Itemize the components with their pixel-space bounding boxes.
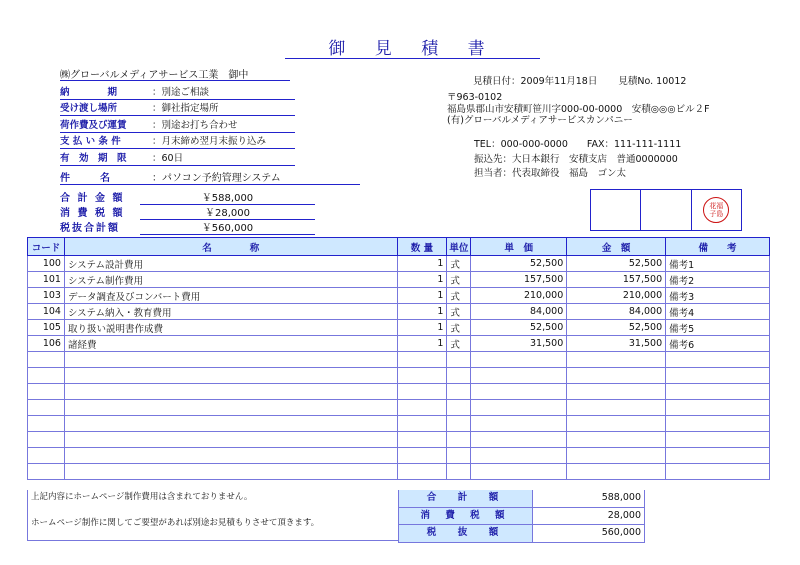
subject-row bbox=[60, 168, 360, 185]
term-value: ：60日 bbox=[152, 152, 184, 164]
header-remarks: 備 考 bbox=[666, 238, 770, 256]
table-cell-empty bbox=[28, 352, 65, 368]
table-cell: 84,000 bbox=[567, 304, 666, 320]
table-cell: 備考6 bbox=[666, 336, 770, 352]
table-cell: 31,500 bbox=[567, 336, 666, 352]
table-cell: 備考5 bbox=[666, 320, 770, 336]
table-cell-empty bbox=[567, 352, 666, 368]
header-unit: 単位 bbox=[447, 238, 471, 256]
table-cell: 備考4 bbox=[666, 304, 770, 320]
terms-section bbox=[60, 83, 295, 166]
term-value: ：月末締め翌月末振り込み bbox=[152, 136, 267, 148]
table-cell: 1 bbox=[397, 272, 447, 288]
table-cell: 1 bbox=[397, 288, 447, 304]
amount-label: 消 費 税 額 bbox=[60, 208, 125, 219]
sender-company: (有)グローバルメディアサービスカンパニー bbox=[447, 115, 633, 126]
recipient-underline bbox=[60, 80, 290, 81]
table-row bbox=[28, 320, 770, 336]
table-row bbox=[28, 336, 770, 352]
amount-value: ￥28,000 bbox=[140, 204, 315, 220]
table-cell-empty bbox=[471, 368, 567, 384]
term-row-delivery bbox=[60, 83, 295, 100]
amount-summary bbox=[60, 189, 315, 234]
table-cell-empty bbox=[447, 384, 471, 400]
table-cell-empty bbox=[666, 384, 770, 400]
table-cell: 1 bbox=[397, 304, 447, 320]
table-cell-empty bbox=[471, 400, 567, 416]
term-label: 支 払 い 条 件 bbox=[60, 136, 121, 148]
amount-row-tax bbox=[60, 204, 315, 219]
table-cell: 諸経費 bbox=[64, 336, 397, 352]
table-cell-empty bbox=[397, 352, 447, 368]
table-cell-empty bbox=[567, 432, 666, 448]
table-cell-empty bbox=[397, 400, 447, 416]
table-cell-empty bbox=[567, 384, 666, 400]
table-cell: 式 bbox=[447, 272, 471, 288]
table-cell-empty bbox=[28, 384, 65, 400]
table-row-empty bbox=[28, 464, 770, 480]
table-cell-empty bbox=[64, 368, 397, 384]
table-cell-empty bbox=[447, 432, 471, 448]
seal-stamp-icon: 花福 子島 bbox=[703, 197, 729, 223]
term-row-validity bbox=[60, 149, 295, 166]
table-cell: 31,500 bbox=[471, 336, 567, 352]
table-cell-empty bbox=[397, 448, 447, 464]
table-cell: データ調査及びコンバート費用 bbox=[64, 288, 397, 304]
sender-tel-fax: TEL：000-000-0000 FAX：111-111-1111 bbox=[474, 139, 682, 150]
table-cell: 備考3 bbox=[666, 288, 770, 304]
table-cell-empty bbox=[567, 416, 666, 432]
table-cell-empty bbox=[567, 464, 666, 480]
tax-value: 28,000 bbox=[532, 508, 645, 525]
table-cell-empty bbox=[447, 352, 471, 368]
table-cell-empty bbox=[666, 448, 770, 464]
table-cell: 210,000 bbox=[567, 288, 666, 304]
total-value: 588,000 bbox=[532, 490, 645, 507]
term-row-payment bbox=[60, 133, 295, 150]
table-cell-empty bbox=[666, 432, 770, 448]
table-cell-empty bbox=[28, 448, 65, 464]
table-cell: 104 bbox=[28, 304, 65, 320]
table-cell: 式 bbox=[447, 320, 471, 336]
table-cell: 84,000 bbox=[471, 304, 567, 320]
table-cell: 1 bbox=[397, 320, 447, 336]
table-row bbox=[28, 272, 770, 288]
table-cell-empty bbox=[666, 352, 770, 368]
subject-label: 件 名 bbox=[60, 172, 110, 184]
table-cell-empty bbox=[64, 384, 397, 400]
table-cell-empty bbox=[666, 464, 770, 480]
document-title: 御 見 積 書 bbox=[328, 39, 497, 59]
term-label: 受け渡し場所 bbox=[60, 103, 118, 115]
table-cell: 1 bbox=[397, 336, 447, 352]
table-cell-empty bbox=[397, 384, 447, 400]
table-cell-empty bbox=[447, 464, 471, 480]
table-cell-empty bbox=[64, 448, 397, 464]
sender-info bbox=[447, 92, 727, 127]
table-cell-empty bbox=[28, 416, 65, 432]
table-cell-empty bbox=[64, 416, 397, 432]
header-name: 名 称 bbox=[64, 238, 397, 256]
term-row-shipping bbox=[60, 116, 295, 133]
table-row-empty bbox=[28, 416, 770, 432]
table-row bbox=[28, 256, 770, 272]
total-label: 合 計 額 bbox=[398, 490, 532, 507]
table-cell: 備考1 bbox=[666, 256, 770, 272]
table-cell-empty bbox=[28, 464, 65, 480]
amount-value: ￥560,000 bbox=[140, 219, 315, 235]
table-cell-empty bbox=[447, 400, 471, 416]
table-cell-empty bbox=[666, 368, 770, 384]
note-line: 上記内容にホームページ制作費用は含まれておりません。 bbox=[31, 492, 253, 502]
term-label: 荷作費及び運賃 bbox=[60, 119, 127, 131]
table-cell: 式 bbox=[447, 304, 471, 320]
table-row-empty bbox=[28, 352, 770, 368]
table-cell-empty bbox=[666, 416, 770, 432]
subject-value: ：パソコン予約管理システム bbox=[152, 172, 281, 184]
totals-box bbox=[398, 490, 645, 543]
table-cell: 1 bbox=[397, 256, 447, 272]
table-row-empty bbox=[28, 368, 770, 384]
table-cell: 備考2 bbox=[666, 272, 770, 288]
table-cell-empty bbox=[471, 384, 567, 400]
table-cell-empty bbox=[567, 448, 666, 464]
table-cell: 106 bbox=[28, 336, 65, 352]
amount-row-total bbox=[60, 189, 315, 204]
total-row bbox=[398, 490, 645, 508]
table-cell: 式 bbox=[447, 256, 471, 272]
table-cell-empty bbox=[666, 400, 770, 416]
table-cell: システム納入・教育費用 bbox=[64, 304, 397, 320]
table-cell-empty bbox=[64, 352, 397, 368]
table-cell-empty bbox=[397, 432, 447, 448]
term-value: ：御社指定場所 bbox=[152, 103, 219, 115]
sender-contact bbox=[474, 138, 681, 182]
term-label: 納 期 bbox=[60, 86, 118, 98]
table-cell-empty bbox=[567, 400, 666, 416]
table-cell-empty bbox=[64, 464, 397, 480]
stamp-cell-seal bbox=[692, 190, 741, 230]
note-line: ホームページ制作に関してご要望があれば別途お見積もりさせて頂きます。 bbox=[31, 518, 320, 528]
table-row-empty bbox=[28, 432, 770, 448]
tax-label: 消 費 税 額 bbox=[398, 508, 532, 525]
table-cell: 式 bbox=[447, 336, 471, 352]
table-cell: 103 bbox=[28, 288, 65, 304]
amount-label: 税抜合計額 bbox=[60, 223, 120, 234]
table-cell: 157,500 bbox=[567, 272, 666, 288]
sender-person: 担当者：代表取締役 福島 ゴン太 bbox=[474, 168, 627, 179]
table-cell: システム制作費用 bbox=[64, 272, 397, 288]
notes-area bbox=[27, 490, 400, 541]
table-cell-empty bbox=[447, 368, 471, 384]
table-cell-empty bbox=[471, 464, 567, 480]
sender-bank: 振込先：大日本銀行 安積支店 普通0000000 bbox=[474, 153, 678, 165]
table-cell-empty bbox=[471, 352, 567, 368]
stamp-box bbox=[590, 189, 742, 231]
table-cell-empty bbox=[64, 432, 397, 448]
table-cell: 210,000 bbox=[471, 288, 567, 304]
term-label: 有 効 期 限 bbox=[60, 152, 127, 164]
table-cell: システム設計費用 bbox=[64, 256, 397, 272]
sender-postal: 〒963-0102 bbox=[447, 92, 503, 103]
table-cell-empty bbox=[567, 368, 666, 384]
table-row-empty bbox=[28, 384, 770, 400]
table-cell-empty bbox=[28, 368, 65, 384]
table-row bbox=[28, 304, 770, 320]
header-code: コード bbox=[28, 238, 65, 256]
quote-meta bbox=[473, 73, 704, 87]
table-cell-empty bbox=[397, 416, 447, 432]
amount-label: 合 計 金 額 bbox=[60, 193, 125, 204]
pretax-value: 560,000 bbox=[532, 525, 645, 542]
table-cell: 式 bbox=[447, 288, 471, 304]
tax-row bbox=[398, 508, 645, 526]
title-underline bbox=[285, 58, 540, 59]
stamp-cell-empty bbox=[641, 190, 691, 230]
table-cell-empty bbox=[471, 432, 567, 448]
stamp-cell-empty bbox=[591, 190, 641, 230]
table-cell: 105 bbox=[28, 320, 65, 336]
table-cell-empty bbox=[447, 448, 471, 464]
table-cell: 101 bbox=[28, 272, 65, 288]
quote-number: 見積No. 10012 bbox=[618, 76, 687, 87]
table-cell: 100 bbox=[28, 256, 65, 272]
table-row-empty bbox=[28, 400, 770, 416]
items-table bbox=[27, 237, 770, 480]
term-row-place bbox=[60, 100, 295, 117]
term-value: ：別途お打ち合わせ bbox=[152, 119, 238, 131]
term-value: ：別途ご相談 bbox=[152, 86, 210, 98]
amount-value: ￥588,000 bbox=[140, 189, 315, 205]
pretax-label: 税 抜 額 bbox=[398, 525, 532, 542]
table-cell-empty bbox=[28, 400, 65, 416]
table-row-empty bbox=[28, 448, 770, 464]
quote-date: 見積日付：2009年11月18日 bbox=[473, 76, 598, 87]
table-cell: 157,500 bbox=[471, 272, 567, 288]
table-cell: 取り扱い説明書作成費 bbox=[64, 320, 397, 336]
table-cell-empty bbox=[397, 368, 447, 384]
table-cell: 52,500 bbox=[567, 320, 666, 336]
table-cell-empty bbox=[471, 416, 567, 432]
sender-address: 福島県郡山市安積町笹川字000-00-0000 安積◎◎◎ビル２F bbox=[447, 103, 710, 115]
amount-row-pretax bbox=[60, 219, 315, 234]
table-header bbox=[28, 238, 770, 256]
table-cell-empty bbox=[397, 464, 447, 480]
table-cell: 52,500 bbox=[471, 320, 567, 336]
table-cell-empty bbox=[28, 432, 65, 448]
table-cell-empty bbox=[447, 416, 471, 432]
pretax-row bbox=[398, 525, 645, 543]
table-cell-empty bbox=[64, 400, 397, 416]
recipient-name: ㈱グローバルメディアサービス工業 御中 bbox=[60, 70, 249, 81]
header-qty: 数 量 bbox=[397, 238, 447, 256]
header-amount: 金 額 bbox=[567, 238, 666, 256]
table-cell: 52,500 bbox=[471, 256, 567, 272]
table-row bbox=[28, 288, 770, 304]
header-unit-price: 単 価 bbox=[471, 238, 567, 256]
table-cell-empty bbox=[471, 448, 567, 464]
table-cell: 52,500 bbox=[567, 256, 666, 272]
